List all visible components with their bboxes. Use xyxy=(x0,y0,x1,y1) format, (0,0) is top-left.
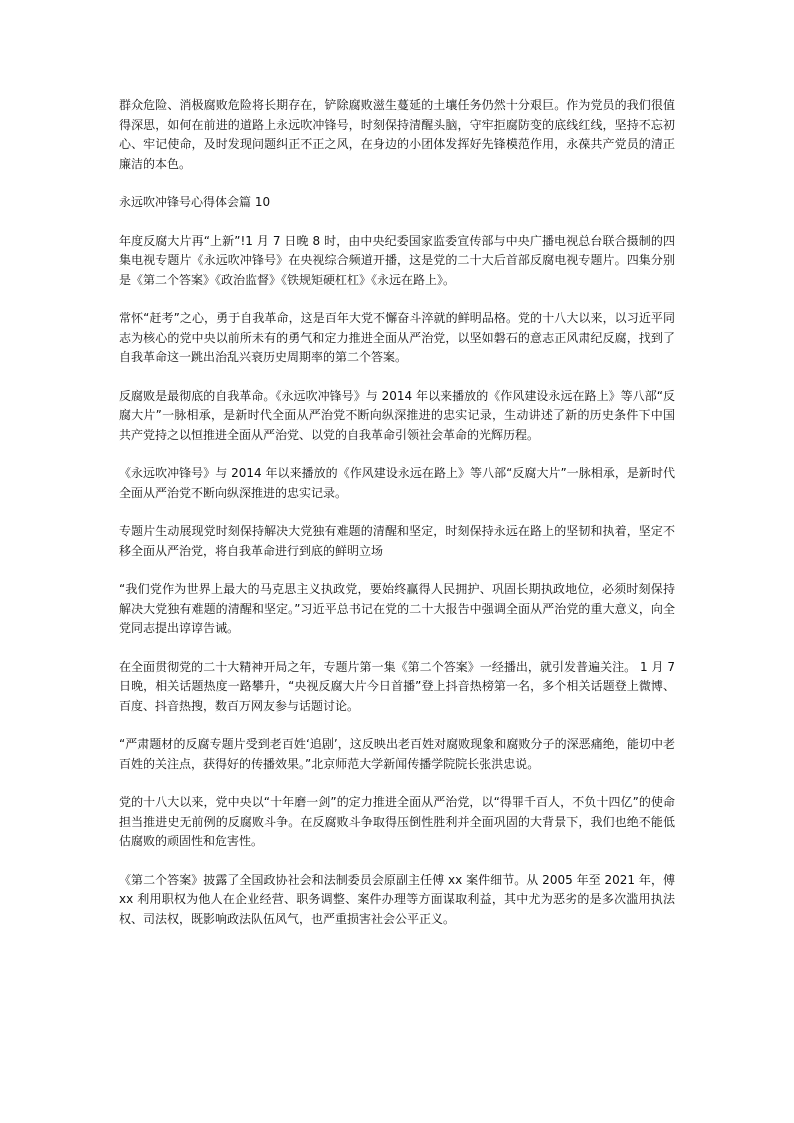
paragraph: 党的十八大以来，党中央以“十年磨一剑”的定力推进全面从严治党，以“得罪千百人，不负十四亿”的使命担当推进史无前例的反腐败斗争。在反腐败斗争取得压倒性胜利并全面巩固的大背景下，我们也绝不能低估腐败的顽固性和危害性。 xyxy=(119,795,675,848)
paragraph: 反腐败是最彻底的自我革命。《永远吹冲锋号》与 2014 年以来播放的《作风建设永远在路上》等八部“反腐大片”一脉相承，是新时代全面从严治党不断向纵深推进的忠实记录，生动讲述了新的历史条件下中国共产党持之以恒推进全面从严治党、以党的自我革命引领社会革命的光辉历程。 xyxy=(119,388,675,442)
paragraph: 专题片生动展现党时刻保持解决大党独有难题的清醒和坚定，时刻保持永远在路上的坚韧和执着，坚定不移全面从严治党，将自我革命进行到底的鲜明立场 xyxy=(119,524,675,558)
paragraph: “我们党作为世界上最大的马克思主义执政党，要始终赢得人民拥护、巩固长期执政地位，必须时刻保持解决大党独有难题的清醒和坚定。”习近平总书记在党的二十大报告中强调全面从严治党的重大意义，向全党同志提出谆谆告诫。 xyxy=(119,582,675,635)
document-body xyxy=(119,96,675,948)
paragraph: “严肃题材的反腐专题片受到老百姓‘追剧’，这反映出老百姓对腐败现象和腐败分子的深恶痛绝，能切中老百姓的关注点，获得好的传播效果。”北京师范大学新闻传播学院院长张洪忠说。 xyxy=(119,737,675,771)
paragraph: 《第二个答案》披露了全国政协社会和法制委员会原副主任傅 xx 案件细节。从 2005 年至 2021 年，傅 xx 利用职权为他人在企业经营、职务调整、案件办理等方面谋取利益，其中尤为恶劣的是多次滥用执法权、司法权，既影响政法队伍风气，也严重损害社会公平正义。 xyxy=(119,872,675,926)
paragraph: 常怀“赶考”之心，勇于自我革命，这是百年大党不懈奋斗淬就的鲜明品格。党的十八大以来，以习近平同志为核心的党中央以前所未有的勇气和定力推进全面从严治党，以坚如磐石的意志正风肃纪反腐，找到了自我革命这一跳出治乱兴衰历史周期率的第二个答案。 xyxy=(119,311,675,364)
paragraph: 《永远吹冲锋号》与 2014 年以来播放的《作风建设永远在路上》等八部“反腐大片”一脉相承，是新时代全面从严治党不断向纵深推进的忠实记录。 xyxy=(119,466,675,500)
section-heading: 永远吹冲锋号心得体会篇 10 xyxy=(119,195,271,209)
paragraph: 年度反腐大片再“上新”!1 月 7 日晚 8 时，由中央纪委国家监委宣传部与中央广播电视总台联合摄制的四集电视专题片《永远吹冲锋号》在央视综合频道开播，这是党的二十大后首部反腐电视专题片。四集分别是《第二个答案》《政治监督》《铁规矩硬杠杠》《永远在路上》。 xyxy=(119,233,675,287)
paragraph: 在全面贯彻党的二十大精神开局之年，专题片第一集《第二个答案》一经播出，就引发普遍关注。 1 月 7 日晚，相关话题热度一路攀升，“央视反腐大片今日首播”登上抖音热榜第一名，多个相关话题登上微博、百度、抖音热搜，数百万网友参与话题讨论。 xyxy=(119,659,675,713)
paragraph-intro: 群众危险、消极腐败危险将长期存在，铲除腐败滋生蔓延的土壤任务仍然十分艰巨。作为党员的我们很值得深思，如何在前进的道路上永远吹冲锋号，时刻保持清醒头脑，守牢拒腐防变的底线红线，坚持不忘初心、牢记使命，及时发现问题纠正不正之风，在身边的小团体发挥好先锋模范作用，永葆共产党员的清正廉洁的本色。 xyxy=(119,98,675,171)
